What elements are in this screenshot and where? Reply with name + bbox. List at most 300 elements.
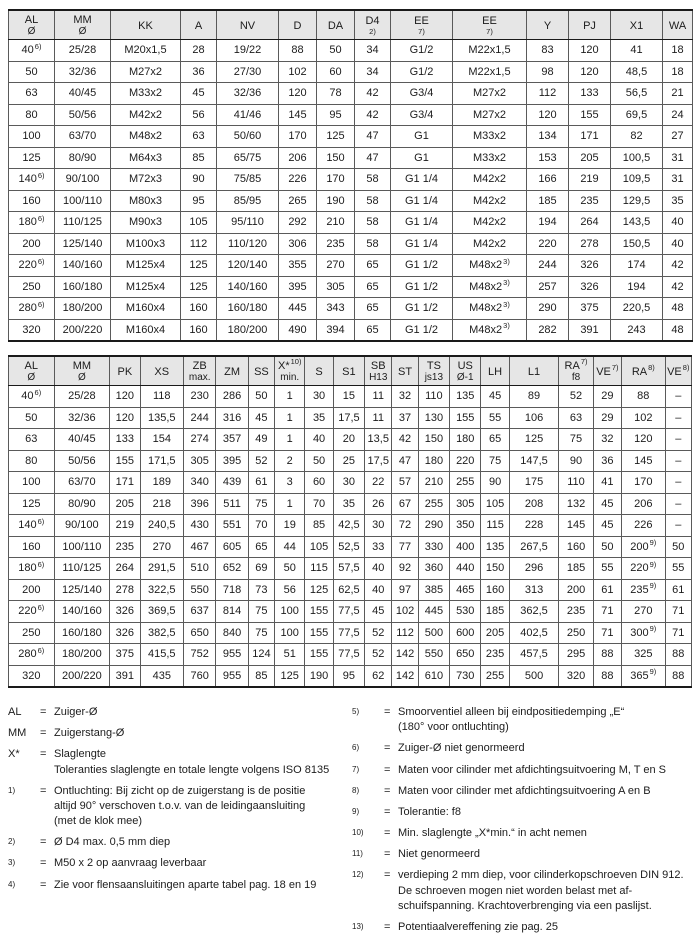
footnote-term: 7) [352, 764, 360, 774]
table1-cell: 40 [663, 233, 693, 255]
footnote-text: Zuiger-Ø [54, 706, 98, 718]
table1-cell: 153 [527, 147, 569, 169]
table1-cell: 80/90 [55, 147, 111, 169]
table2-cell: 235 [559, 601, 593, 623]
table2-cell: 100/110 [54, 536, 110, 558]
table2-cell: 36 [593, 450, 621, 472]
table1-cell: 58 [355, 190, 391, 212]
table2-cell: 255 [450, 472, 481, 494]
table2-cell: 270 [140, 536, 184, 558]
table2-header-label: S [315, 365, 323, 378]
table1-header-label: D [293, 19, 302, 32]
footnote-marker: 3) [503, 256, 510, 266]
table1-header-label: PJ [583, 19, 596, 32]
dimensions-table-2 [8, 355, 692, 688]
table2-header-label: SS [254, 365, 269, 378]
table2-cell: 160 [9, 536, 55, 558]
footnote-text: Maten voor cilinder met afdichtingsuitvoering M, T en S [398, 763, 667, 776]
table2-cell: 125 [305, 579, 333, 601]
footnote-marker: 9) [649, 559, 657, 569]
table2-cell: 814 [216, 601, 248, 623]
table1-cell: M42x2 [453, 190, 527, 212]
table2-cell: 160 [559, 536, 593, 558]
table2-cell: 20 [333, 429, 364, 451]
footnote-item-right [352, 826, 692, 841]
table1-cell: 24 [663, 104, 693, 126]
table1-cell: M80x3 [111, 190, 181, 212]
table1-cell: 129,5 [611, 190, 663, 212]
table1-cell: 42 [355, 104, 391, 126]
table2-cell: 228 [509, 515, 559, 537]
table2-cell: – [665, 515, 691, 537]
table2-cell: 33 [365, 536, 392, 558]
table2-cell: 718 [216, 579, 248, 601]
table2-cell: 118 [140, 386, 184, 408]
table2-header-label: X*$^{10)}$ [278, 357, 302, 372]
table2-cell: 350 [450, 515, 481, 537]
table1-cell: 34 [355, 40, 391, 62]
table1-header-x1 [611, 10, 663, 40]
table2-cell: 200/220 [54, 665, 110, 687]
table2-cell: 150 [481, 558, 509, 580]
table1-cell: 134 [527, 126, 569, 148]
table2-cell: 85 [248, 665, 274, 687]
table2-cell: 326 [110, 622, 140, 644]
table2-cell: 77,5 [333, 601, 364, 623]
table2-row [9, 665, 692, 687]
table1-cell: 90/100 [55, 169, 111, 191]
table1-cell: 18 [663, 61, 693, 83]
table2-cell: 218 [140, 493, 184, 515]
table1-cell: 375 [569, 298, 611, 320]
table2-cell: 200 [9, 579, 55, 601]
table1-cell: G1 1/4 [391, 212, 453, 234]
table2-cell: – [665, 472, 691, 494]
table2-cell: 61 [248, 472, 274, 494]
table1-cell: 88 [279, 40, 317, 62]
table1-cell: G1 1/2 [391, 319, 453, 341]
footnote-text: Slaglengte Toleranties slaglengte en totale lengte volgens ISO 8135 [54, 748, 330, 776]
footnote-text: M50 x 2 op aanvraag leverbaar [54, 857, 207, 870]
table2-cell: 2 [275, 450, 305, 472]
table2-cell: 180 [418, 450, 449, 472]
footnote-text: Ø D4 max. 0,5 mm diep [54, 836, 171, 849]
table1-cell: 110/120 [217, 233, 279, 255]
table1-cell: 50 [9, 61, 55, 83]
table1-cell: M27x2 [111, 61, 181, 83]
table2-cell: 50 [665, 536, 691, 558]
table1-row [9, 319, 693, 341]
table2-header-sb [365, 356, 392, 386]
table2-cell: 85 [305, 515, 333, 537]
table2-row [9, 472, 692, 494]
footnote-equals-sign: = [384, 784, 391, 797]
table2-header-label: L1 [527, 365, 541, 378]
table2-cell: 133 [110, 429, 140, 451]
table2-cell: 50 [9, 407, 55, 429]
table2-cell: 65 [481, 429, 509, 451]
footnote-marker: 9) [649, 538, 657, 548]
table2-cell: 55 [593, 558, 621, 580]
table1-header-label: EE [482, 15, 497, 27]
table2-cell: 1 [275, 386, 305, 408]
table2-header-sublabel: Ø [27, 372, 36, 383]
footnote-text: Potentiaalvereffening zie pag. 25 [398, 920, 559, 933]
table1-cell: 98 [527, 61, 569, 83]
table1-cell: 34 [355, 61, 391, 83]
table1-cell: G1 1/2 [391, 276, 453, 298]
table1-cell: 180/200 [217, 319, 279, 341]
table2-cell: 365$^{9)}$ [622, 665, 666, 687]
table1-cell: 28 [181, 40, 217, 62]
table2-cell: 465 [450, 579, 481, 601]
table2-cell: 313 [509, 579, 559, 601]
footnote-marker: 3) [503, 278, 510, 288]
footnote-marker: 6) [34, 387, 42, 397]
table1-cell: 150,5 [611, 233, 663, 255]
table2-cell: 210 [418, 472, 449, 494]
table2-cell: 840 [216, 622, 248, 644]
table1-cell: 65 [355, 276, 391, 298]
table2-cell: 132 [559, 493, 593, 515]
table2-cell: 57 [392, 472, 418, 494]
table1-cell: M42x2 [111, 104, 181, 126]
table2-cell: 30 [365, 515, 392, 537]
table2-cell: 73 [248, 579, 274, 601]
table2-cell: 180$^{6)}$ [9, 558, 55, 580]
table2-cell: 250 [9, 622, 55, 644]
table2-cell: 97 [392, 579, 418, 601]
footnote-item-left [8, 747, 352, 777]
table1-header-ee [453, 10, 527, 40]
table1-cell: 140$^{6)}$ [9, 169, 55, 191]
table2-cell: 145 [559, 515, 593, 537]
table2-cell: 45 [365, 601, 392, 623]
table1-cell: 69,5 [611, 104, 663, 126]
footnote-equals-sign: = [40, 857, 47, 870]
table2-cell: 88 [593, 644, 621, 666]
table2-cell: 760 [184, 665, 216, 687]
table2-cell: 110 [418, 386, 449, 408]
table1-cell: 125 [9, 147, 55, 169]
table1-cell: M42x2 [453, 169, 527, 191]
table1-cell: M72x3 [111, 169, 181, 191]
footnote-text: Maten voor cilinder met afdichtingsuitvoering A en B [398, 784, 651, 797]
table1-header-al [9, 10, 55, 40]
table2-cell: 52 [365, 622, 392, 644]
footnote-text: Zuigerstang-Ø [54, 727, 125, 740]
table2-cell: 110/125 [54, 558, 110, 580]
table2-cell: 52 [365, 644, 392, 666]
table1-cell: G1 [391, 126, 453, 148]
table1-header-wa [663, 10, 693, 40]
table2-cell: 385 [418, 579, 449, 601]
footnote-text: Zuiger-Ø niet genormeerd [398, 742, 525, 755]
table2-cell: 77 [392, 536, 418, 558]
table2-cell: 110 [559, 472, 593, 494]
table2-cell: 65 [248, 536, 274, 558]
table2-header-label: MM [72, 360, 92, 372]
footnote-item-left [8, 726, 352, 741]
table2-cell: 155 [450, 407, 481, 429]
table1-cell: 391 [569, 319, 611, 341]
table2-cell: 205 [110, 493, 140, 515]
table1-cell: 140/160 [217, 276, 279, 298]
table1-cell: 48 [663, 319, 693, 341]
table1-row [9, 190, 693, 212]
footnote-marker: 6) [37, 170, 45, 180]
footnote-term: 4) [8, 879, 16, 889]
table2-cell: 274 [184, 429, 216, 451]
table2-cell: 955 [216, 644, 248, 666]
footnote-item-left [8, 705, 352, 720]
footnote-equals-sign: = [40, 878, 47, 891]
table2-cell: 142 [392, 665, 418, 687]
table1-row [9, 233, 693, 255]
table1-cell: 65 [355, 298, 391, 320]
table2-cell: 415,5 [140, 644, 184, 666]
table2-cell: 63 [559, 407, 593, 429]
table1-cell: 180$^{6)}$ [9, 212, 55, 234]
footnote-term: X* [8, 748, 20, 761]
table1-header-label: X1 [629, 19, 644, 32]
table2-cell: 47 [392, 450, 418, 472]
table2-cell: 135 [450, 386, 481, 408]
table2-header-row [9, 356, 692, 386]
table1-cell: 50 [317, 40, 355, 62]
table2-header-ve [593, 356, 621, 386]
table2-cell: 102 [622, 407, 666, 429]
table1-cell: 85 [181, 147, 217, 169]
table2-cell: 439 [216, 472, 248, 494]
table2-header-ts [418, 356, 449, 386]
table2-cell: 61 [593, 579, 621, 601]
table2-header-zb [184, 356, 216, 386]
table2-cell: 75 [559, 429, 593, 451]
table2-cell: 396 [184, 493, 216, 515]
footnote-text: Zie voor flensaansluitingen aparte tabel pag. 18 en 19 [54, 878, 317, 891]
table2-cell: 11 [365, 407, 392, 429]
table1-row [9, 147, 693, 169]
table2-cell: 29 [593, 386, 621, 408]
table1-header-d4 [355, 10, 391, 40]
table1-cell: 82 [611, 126, 663, 148]
table2-cell: 63 [9, 429, 55, 451]
table2-cell: 17,5 [365, 450, 392, 472]
table2-cell: 125/140 [54, 579, 110, 601]
table1-header-sublabel: 2) [369, 27, 376, 36]
table1-cell: 27/30 [217, 61, 279, 83]
table1-cell: 85/95 [217, 190, 279, 212]
table2-cell: 650 [184, 622, 216, 644]
footnote-term: 5) [352, 707, 360, 716]
table1-cell: 35 [663, 190, 693, 212]
dimensions-table-2-wrap [8, 355, 692, 688]
table1-cell: M48x2 [111, 126, 181, 148]
footnote-equals-sign: = [384, 827, 391, 840]
table1-row [9, 276, 693, 298]
table1-cell: G1 1/4 [391, 233, 453, 255]
footnote-marker: 8) [648, 362, 655, 372]
table2-header-label: VE$^{7)}$ [596, 362, 619, 378]
table1-cell: 60 [317, 61, 355, 83]
table2-cell: 391 [110, 665, 140, 687]
table1-cell: 226 [279, 169, 317, 191]
footnote-equals-sign: = [384, 920, 391, 933]
table2-cell: 326 [110, 601, 140, 623]
table1-cell: 48 [663, 298, 693, 320]
table2-header-us [450, 356, 481, 386]
table1-cell: 210 [317, 212, 355, 234]
table2-cell: 637 [184, 601, 216, 623]
table2-header-zm [216, 356, 248, 386]
table1-header-label: WA [668, 19, 687, 32]
table1-cell: 42 [663, 276, 693, 298]
table2-cell: 510 [184, 558, 216, 580]
footnotes-left-column [8, 705, 352, 941]
table1-row [9, 40, 693, 62]
table2-header-label: ST [398, 365, 413, 378]
table2-cell: 56 [275, 579, 305, 601]
table2-cell: 75 [248, 622, 274, 644]
table1-header-label: NV [239, 19, 256, 32]
table2-row [9, 429, 692, 451]
footnote-item-right [352, 741, 692, 756]
footnote-term: 3) [8, 858, 16, 868]
table2-cell: 278 [110, 579, 140, 601]
table1-cell: 394 [317, 319, 355, 341]
footnote-item-right [352, 705, 692, 735]
table2-cell: 375 [110, 644, 140, 666]
table2-cell: 142 [392, 644, 418, 666]
table2-cell: 154 [140, 429, 184, 451]
table1-row [9, 104, 693, 126]
table2-cell: 330 [418, 536, 449, 558]
footnote-marker: 7) [580, 357, 588, 367]
table2-header-label: AL [24, 360, 38, 372]
table2-cell: 445 [418, 601, 449, 623]
table2-cell: 155 [110, 450, 140, 472]
table2-cell: 15 [333, 386, 364, 408]
footnote-marker: 9) [649, 667, 657, 677]
table2-cell: 255 [481, 665, 509, 687]
table1-cell: 41/46 [217, 104, 279, 126]
table2-cell: 320 [559, 665, 593, 687]
table2-cell: 369,5 [140, 601, 184, 623]
table2-header-sublabel: f8 [571, 372, 581, 383]
footnote-marker: 7) [611, 362, 619, 372]
table2-cell: – [665, 407, 691, 429]
table1-cell: 180/200 [55, 298, 111, 320]
table2-cell: 155 [305, 622, 333, 644]
footnote-text: Niet genormeerd [398, 848, 480, 861]
table1-cell: 160 [9, 190, 55, 212]
table2-header-sublabel: min. [280, 372, 300, 383]
table2-header-label: XS [154, 365, 170, 378]
table2-cell: 71 [665, 622, 691, 644]
table2-cell: 235$^{9)}$ [622, 579, 666, 601]
table1-cell: 41 [611, 40, 663, 62]
table2-cell: 226 [622, 515, 666, 537]
table2-cell: 1 [275, 407, 305, 429]
table1-cell: 125 [181, 276, 217, 298]
table1-cell: 190 [317, 190, 355, 212]
table2-cell: 17,5 [333, 407, 364, 429]
table2-cell: 29 [593, 407, 621, 429]
table1-cell: 235 [569, 190, 611, 212]
table2-cell: 75 [248, 493, 274, 515]
table2-cell: 102 [392, 601, 418, 623]
table2-cell: 130 [418, 407, 449, 429]
table2-cell: 61 [665, 579, 691, 601]
footnote-marker: 3) [503, 321, 510, 331]
table2-cell: 77,5 [333, 622, 364, 644]
table1-cell: 110/125 [55, 212, 111, 234]
table2-cell: 322,5 [140, 579, 184, 601]
table1-cell: 47 [355, 147, 391, 169]
table2-header-label: S1 [342, 365, 356, 378]
table1-cell: 40$^{6)}$ [9, 40, 55, 62]
table1-cell: 19/22 [217, 40, 279, 62]
footnote-equals-sign: = [384, 742, 391, 755]
table2-row [9, 579, 692, 601]
table1-cell: 160 [181, 298, 217, 320]
table1-cell: M27x2 [453, 83, 527, 105]
table2-header-label: ZB [192, 360, 207, 372]
table1-header-nv [217, 10, 279, 40]
table2-cell: 267,5 [509, 536, 559, 558]
table2-cell: 32 [593, 429, 621, 451]
table1-cell: 21 [663, 83, 693, 105]
table2-cell: 296 [509, 558, 559, 580]
table2-cell: 360 [418, 558, 449, 580]
table2-header-s1 [333, 356, 364, 386]
table2-cell: 100 [275, 601, 305, 623]
table1-cell: 326 [569, 255, 611, 277]
table2-cell: 185 [481, 601, 509, 623]
table2-cell: 170 [622, 472, 666, 494]
table1-cell: 32/36 [217, 83, 279, 105]
table2-row [9, 515, 692, 537]
table1-cell: 58 [355, 169, 391, 191]
table1-cell: 102 [279, 61, 317, 83]
table1-cell: 355 [279, 255, 317, 277]
table2-cell: 90 [481, 472, 509, 494]
table2-cell: 244 [184, 407, 216, 429]
table1-cell: M160x4 [111, 319, 181, 341]
table1-cell: 105 [181, 212, 217, 234]
table2-cell: 362,5 [509, 601, 559, 623]
table1-cell: G1 1/2 [391, 298, 453, 320]
table2-cell: 652 [216, 558, 248, 580]
table2-header-sublabel: Ø [77, 372, 86, 383]
table1-cell: 125 [317, 126, 355, 148]
table2-cell: 62 [365, 665, 392, 687]
footnote-term: 2) [8, 837, 16, 847]
table1-cell: 282 [527, 319, 569, 341]
table2-cell: 40 [365, 579, 392, 601]
table2-cell: 35 [333, 493, 364, 515]
table1-cell: 83 [527, 40, 569, 62]
table2-cell: 120 [110, 386, 140, 408]
table2-cell: 160/180 [54, 622, 110, 644]
footnote-term: 10) [352, 828, 364, 838]
table2-header-ss [248, 356, 274, 386]
table2-cell: 26 [365, 493, 392, 515]
table2-header-lh [481, 356, 509, 386]
table2-header-label: VE$^{8)}$ [667, 362, 690, 378]
table2-cell: 270 [622, 601, 666, 623]
